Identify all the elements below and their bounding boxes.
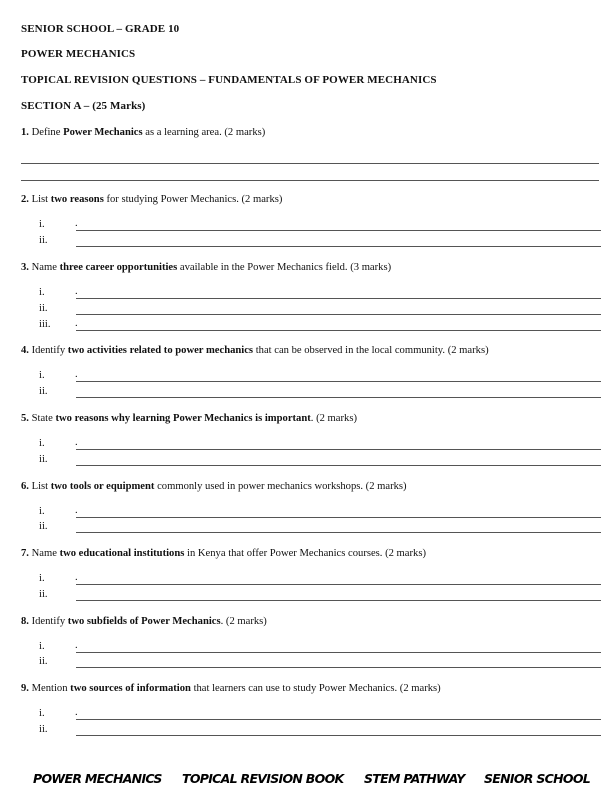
question-number: 4.	[21, 345, 29, 356]
question-text-post: that can be observed in the local community. (2 marks)	[253, 345, 489, 356]
question-text-post: . (2 marks)	[220, 616, 267, 627]
question-text-pre: Name	[31, 262, 60, 273]
question-number: 8.	[21, 616, 29, 627]
answer-line[interactable]	[76, 449, 601, 450]
answer-line[interactable]	[76, 330, 601, 331]
question-text-pre: Identify	[31, 345, 68, 356]
question-text-post: commonly used in power mechanics workshops. (2 marks)	[154, 481, 407, 492]
question-text-bold: Power Mechanics	[63, 127, 143, 138]
question-text-bold: three career opportunities	[59, 262, 178, 273]
question-text-pre: State	[31, 413, 56, 424]
answer-row[interactable]: i. .	[21, 573, 601, 587]
page-footer	[0, 771, 612, 789]
answer-line[interactable]	[76, 735, 601, 736]
question-5	[21, 412, 601, 425]
footer-subject: POWER MECHANICS	[33, 771, 162, 786]
answer-line[interactable]	[76, 667, 601, 668]
footer-book: TOPICAL REVISION BOOK	[182, 771, 344, 786]
school-grade-heading: SENIOR SCHOOL – GRADE 10	[21, 23, 180, 35]
answer-line[interactable]	[76, 298, 601, 299]
question-7	[21, 547, 601, 560]
question-number: 2.	[21, 194, 29, 205]
roman-numeral: iii.	[39, 319, 51, 330]
question-text-bold: two educational institutions	[59, 548, 185, 559]
roman-numeral: ii.	[39, 386, 48, 397]
answer-row[interactable]: i. .	[21, 506, 601, 520]
answer-line[interactable]	[76, 381, 601, 382]
roman-numeral: ii.	[39, 521, 48, 532]
question-2	[21, 193, 601, 206]
roman-numeral: ii.	[39, 589, 48, 600]
question-text-pre: Mention	[31, 683, 71, 694]
roman-numeral: ii.	[39, 724, 48, 735]
roman-numeral: i.	[39, 219, 45, 230]
answer-line[interactable]	[21, 180, 599, 181]
question-text-post: available in the Power Mechanics field. (3 marks)	[177, 262, 392, 273]
answer-row[interactable]: i. .	[21, 438, 601, 452]
answer-row[interactable]	[21, 589, 601, 603]
question-text-bold: two sources of information	[70, 683, 191, 694]
question-number: 3.	[21, 262, 29, 273]
question-text-post: for studying Power Mechanics. (2 marks)	[103, 194, 283, 205]
answer-row[interactable]	[21, 521, 601, 535]
answer-row[interactable]	[21, 656, 601, 670]
roman-numeral: i.	[39, 370, 45, 381]
footer-pathway: STEM PATHWAY	[364, 771, 465, 786]
question-text-pre: List	[31, 481, 51, 492]
question-text-post: in Kenya that offer Power Mechanics courses. (2 marks)	[184, 548, 426, 559]
question-number: 5.	[21, 413, 29, 424]
answer-row[interactable]	[21, 386, 601, 400]
roman-numeral: i.	[39, 641, 45, 652]
roman-numeral: i.	[39, 573, 45, 584]
answer-row[interactable]: i. .	[21, 370, 601, 384]
answer-line[interactable]	[76, 600, 601, 601]
question-number: 6.	[21, 481, 29, 492]
question-text-bold: two subfields of Power Mechanics	[67, 616, 221, 627]
roman-numeral: ii.	[39, 656, 48, 667]
roman-numeral: i.	[39, 438, 45, 449]
answer-line[interactable]	[76, 465, 601, 466]
topic-heading: TOPICAL REVISION QUESTIONS – FUNDAMENTALS OF POWER MECHANICS	[21, 74, 437, 86]
roman-numeral: i.	[39, 287, 45, 298]
question-3	[21, 261, 601, 274]
answer-row[interactable]	[21, 724, 601, 738]
answer-line[interactable]	[76, 584, 601, 585]
question-number: 7.	[21, 548, 29, 559]
question-text-bold: two reasons	[50, 194, 104, 205]
question-1	[21, 126, 601, 139]
question-text-bold: two tools or equipment	[50, 481, 155, 492]
answer-line[interactable]	[21, 163, 599, 164]
answer-row[interactable]: i. .	[21, 219, 601, 233]
answer-row[interactable]	[21, 454, 601, 468]
answer-line[interactable]	[76, 314, 601, 315]
answer-row[interactable]: i. .	[21, 287, 601, 301]
answer-line[interactable]	[76, 719, 601, 720]
question-text-pre: Identify	[31, 616, 68, 627]
question-4	[21, 344, 601, 357]
answer-row[interactable]	[21, 303, 601, 317]
question-6	[21, 480, 601, 493]
answer-row[interactable]: i. .	[21, 641, 601, 655]
question-text-pre: Define	[31, 127, 64, 138]
answer-line[interactable]	[76, 246, 601, 247]
answer-row[interactable]: i. .	[21, 708, 601, 722]
question-number: 1.	[21, 127, 29, 138]
roman-numeral: ii.	[39, 303, 48, 314]
answer-row[interactable]: iii. .	[21, 319, 601, 333]
question-text-pre: List	[31, 194, 51, 205]
question-9	[21, 682, 601, 695]
roman-numeral: ii.	[39, 235, 48, 246]
answer-line[interactable]	[76, 517, 601, 518]
question-text-post: . (2 marks)	[310, 413, 357, 424]
subject-heading: POWER MECHANICS	[21, 48, 136, 60]
answer-row[interactable]	[21, 235, 601, 249]
answer-line[interactable]	[76, 397, 601, 398]
question-number: 9.	[21, 683, 29, 694]
question-text-bold: two reasons why learning Power Mechanics is important	[55, 413, 311, 424]
footer-school: SENIOR SCHOOL	[484, 771, 591, 786]
question-text-pre: Name	[31, 548, 60, 559]
answer-line[interactable]	[76, 652, 601, 653]
question-text-post: that learners can use to study Power Mechanics. (2 marks)	[190, 683, 441, 694]
question-text-post: as a learning area. (2 marks)	[142, 127, 266, 138]
answer-line[interactable]	[76, 532, 601, 533]
roman-numeral: i.	[39, 708, 45, 719]
question-8	[21, 615, 601, 628]
question-text-bold: two activities related to power mechanics	[67, 345, 254, 356]
answer-line[interactable]	[76, 230, 601, 231]
roman-numeral: i.	[39, 506, 45, 517]
section-heading: SECTION A – (25 Marks)	[21, 100, 146, 112]
roman-numeral: ii.	[39, 454, 48, 465]
